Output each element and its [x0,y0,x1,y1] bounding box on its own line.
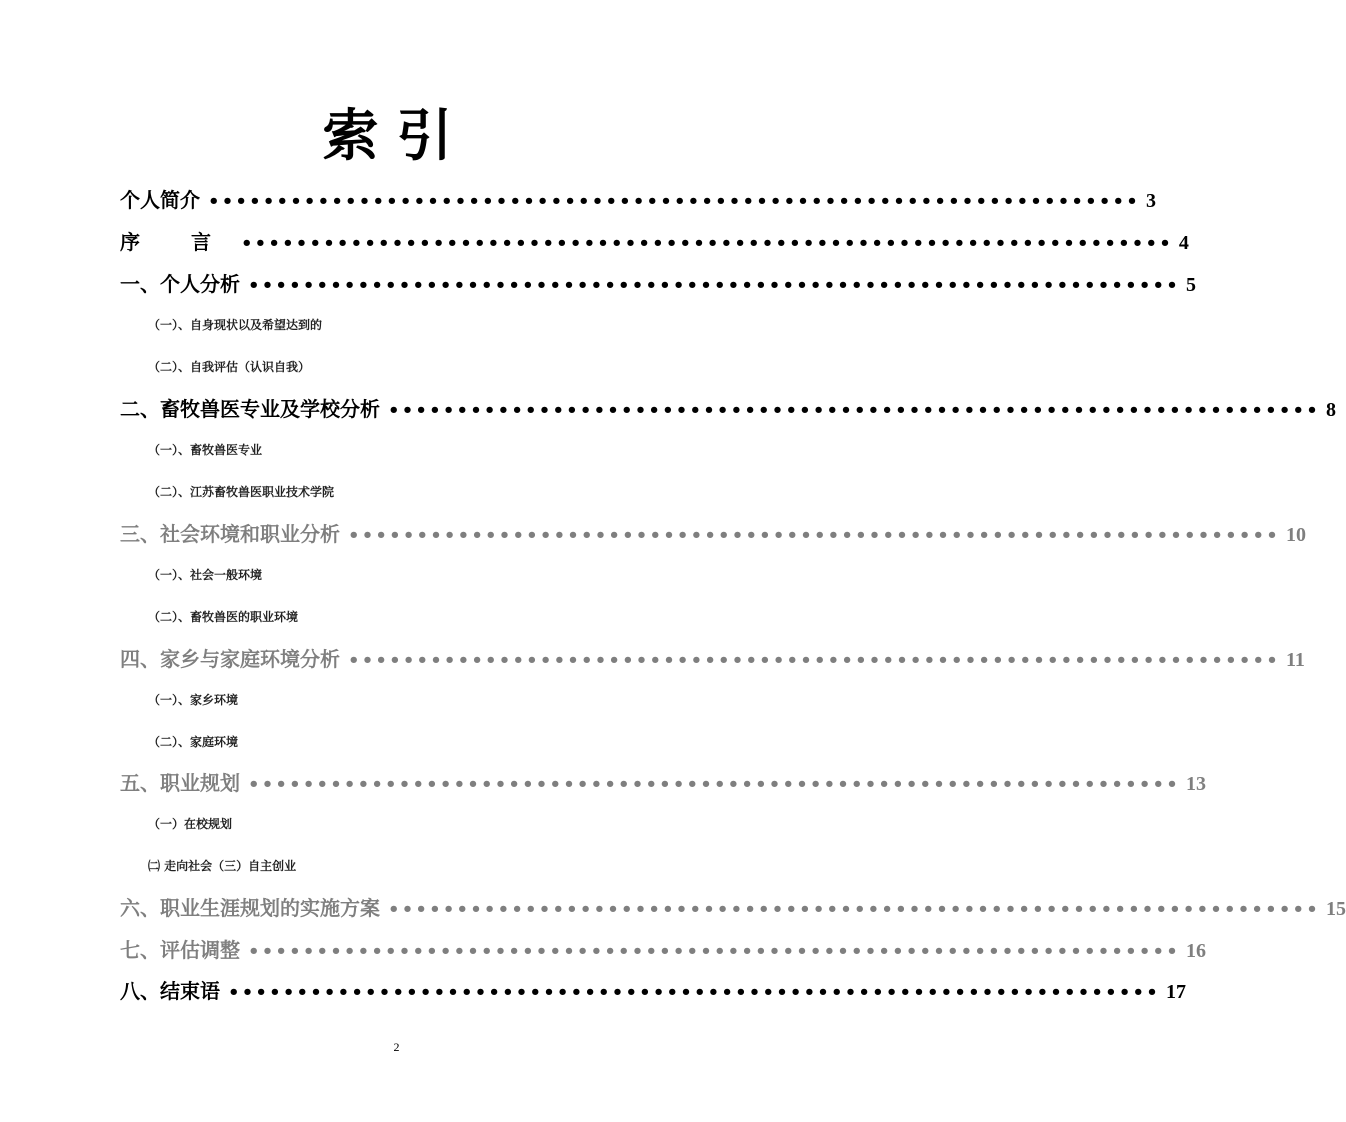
dot-leader: •••••••••••••••••••••••••••••••••••••••••••••••••••••••••••••••••••• [388,899,1320,920]
toc-entry-label: 四、家乡与家庭环境分析 [120,647,340,671]
toc-subentry[interactable]: （一）、家乡环境 [148,693,239,707]
toc-entry-page: 17 [1165,981,1186,1003]
toc-entry-label: 七、评估调整 [120,938,240,962]
toc-subentry[interactable]: ㈡ 走向社会（三）自主创业 [148,859,297,873]
toc-entry-page: 4 [1178,232,1189,254]
dot-leader: •••••••••••••••••••••••••••••••••••••••••••••••••••••••••••••••••••• [248,275,1180,296]
toc-entry-page: 3 [1145,190,1156,212]
toc-entry-page: 16 [1185,940,1206,962]
dot-leader: •••••••••••••••••••••••••••••••••••••••••••••••••••••••••••••••••••• [228,982,1160,1003]
toc-entry-label: 六、职业生涯规划的实施方案 [120,896,380,920]
toc-subentry[interactable]: （一）、社会一般环境 [148,568,263,582]
dot-leader: •••••••••••••••••••••••••••••••••••••••••••••••••••••••••••••••••••• [348,650,1280,671]
page-number: 2 [393,1040,400,1054]
toc-entry-section-8[interactable] [120,976,1186,1006]
toc-subentry[interactable]: （二）、畜牧兽医的职业环境 [148,610,299,624]
toc-entry-label: 序 言 [120,230,233,254]
toc-entry-page: 11 [1285,649,1305,671]
toc-entry-section-2[interactable] [120,394,1336,424]
toc-entry-label: 五、职业规划 [120,771,240,795]
toc-entry-section-3[interactable] [120,519,1306,549]
toc-entry-label: 二、畜牧兽医专业及学校分析 [120,397,380,421]
dot-leader: •••••••••••••••••••••••••••••••••••••••••••••••••••••••••••••••••••• [208,191,1140,212]
toc-entry-label: 三、社会环境和职业分析 [120,522,340,546]
toc-subentry[interactable]: （二）、家庭环境 [148,735,239,749]
toc-entry-page: 5 [1185,274,1196,296]
dot-leader: •••••••••••••••••••••••••••••••••••••••••••••••••••••••••••••••••••• [240,233,1173,254]
toc-subentry[interactable]: （二）、自我评估（认识自我） [148,360,311,374]
toc-entry-intro[interactable] [120,185,1156,215]
toc-entry-page: 13 [1185,773,1206,795]
toc-entry-label: 个人简介 [120,188,200,212]
toc-entry-preface[interactable] [120,227,1189,257]
toc-subentry[interactable]: （一）、自身现状以及希望达到的 [148,318,323,332]
toc-title: 索引 [322,103,471,169]
toc-entry-page: 15 [1325,898,1346,920]
dot-leader: •••••••••••••••••••••••••••••••••••••••••••••••••••••••••••••••••••• [248,774,1180,795]
toc-entry-label: 一、个人分析 [120,272,240,296]
toc-subentry[interactable]: （二）、江苏畜牧兽医职业技术学院 [148,485,335,499]
toc-entry-label: 八、结束语 [120,979,220,1003]
toc-entry-section-5[interactable] [120,768,1206,798]
dot-leader: •••••••••••••••••••••••••••••••••••••••••••••••••••••••••••••••••••• [348,525,1280,546]
toc-entry-section-7[interactable] [120,935,1206,965]
toc-subentry[interactable]: （一）在校规划 [148,817,233,831]
dot-leader: •••••••••••••••••••••••••••••••••••••••••••••••••••••••••••••••••••• [248,941,1180,962]
toc-subentry[interactable]: （一）、畜牧兽医专业 [148,443,263,457]
toc-entry-page: 8 [1325,399,1336,421]
dot-leader: •••••••••••••••••••••••••••••••••••••••••••••••••••••••••••••••••••• [388,400,1320,421]
toc-entry-section-4[interactable] [120,644,1305,674]
toc-entry-section-1[interactable] [120,269,1196,299]
toc-entry-page: 10 [1285,524,1306,546]
toc-entry-section-6[interactable] [120,893,1346,923]
